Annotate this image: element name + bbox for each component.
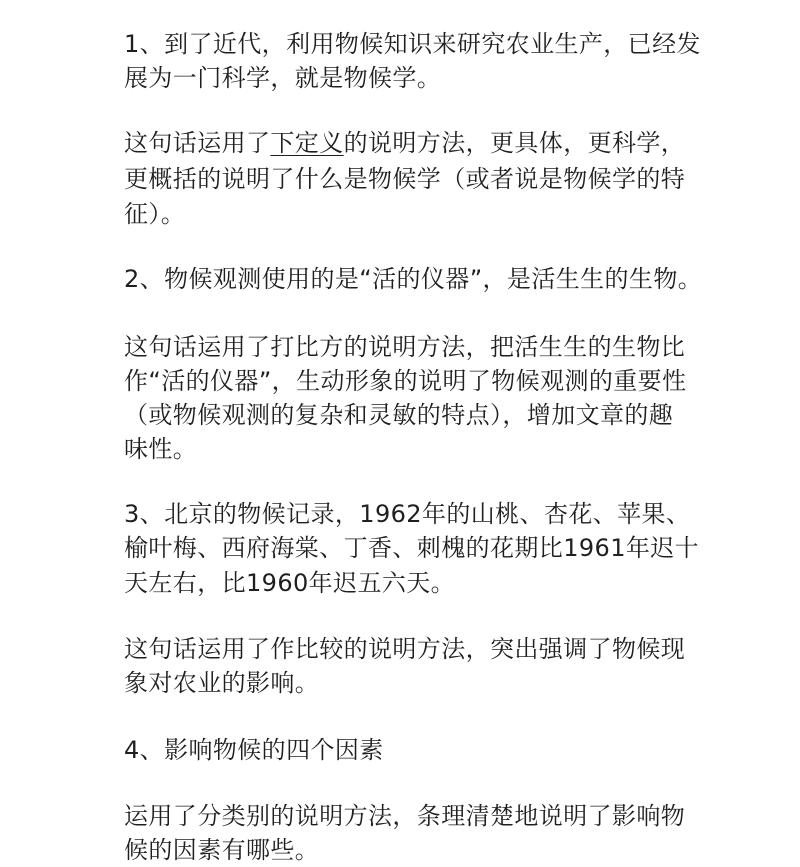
paragraph-6-line-2: 象对农业的影响。 [124, 669, 320, 697]
paragraph-4-line-4: 味性。 [124, 435, 198, 463]
paragraph-2-line-1 [124, 126, 685, 160]
paragraph-3-line-1: 2、物候观测使用的是“活的仪器”，是活生生的生物。 [124, 265, 703, 293]
paragraph-4-line-3: （或物候观测的复杂和灵敏的特点），增加文章的趣 [124, 401, 674, 429]
paragraph-8-line-1: 运用了分类别的说明方法，条理清楚地说明了影响物 [124, 802, 686, 830]
paragraph-5-line-2: 榆叶梅、西府海棠、丁香、刺槐的花期比1961年迟十 [124, 534, 700, 562]
paragraph-4-line-1: 这句话运用了打比方的说明方法，把活生生的生物比 [124, 333, 686, 361]
paragraph-2-line-2: 更概括的说明了什么是物候学（或者说是物候学的特 [124, 165, 686, 193]
paragraph-2-line-3: 征）。 [124, 200, 186, 228]
paragraph-1-line-2: 展为一门科学，就是物候学。 [124, 64, 442, 92]
paragraph-5-line-3: 天左右，比1960年迟五六天。 [124, 569, 456, 597]
paragraph-5-line-1: 3、北京的物候记录，1962年的山桃、杏花、苹果、 [124, 500, 691, 528]
paragraph-4-line-2: 作“活的仪器”，生动形象的说明了物候观测的重要性 [124, 367, 687, 395]
paragraph-8-line-2: 候的因素有哪些。 [124, 836, 320, 864]
paragraph-2-text-after: 的说明方法，更具体，更科学， [343, 129, 686, 157]
paragraph-7-line-1: 4、影响物候的四个因素 [124, 736, 384, 764]
paragraph-2-text-before: 这句话运用了 [124, 129, 271, 157]
underlined-term: 下定义 [270, 129, 344, 157]
paragraph-1-line-1: 1、到了近代，利用物候知识来研究农业生产，已经发 [124, 30, 701, 58]
paragraph-6-line-1: 这句话运用了作比较的说明方法，突出强调了物候现 [124, 635, 686, 663]
